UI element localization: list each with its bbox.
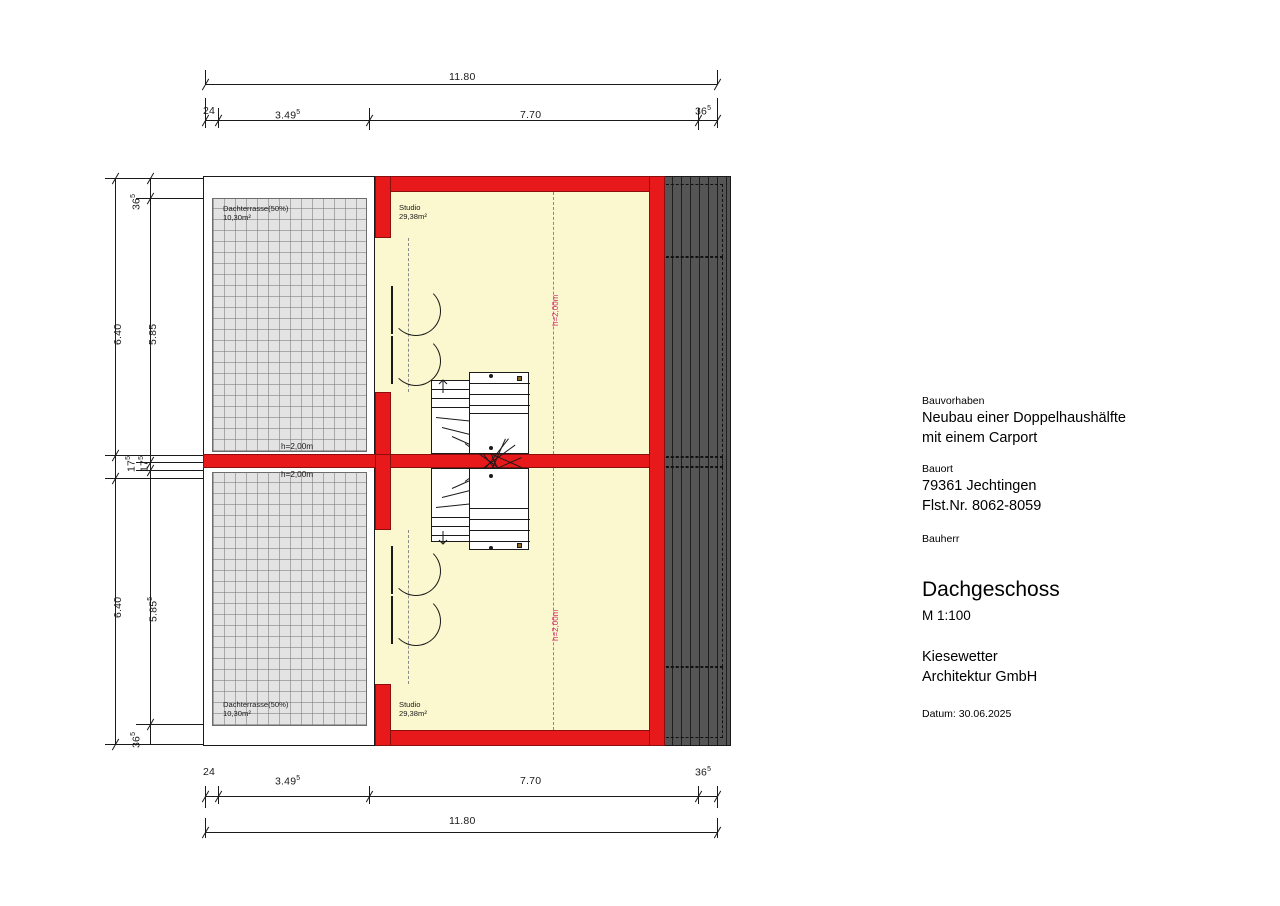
- height-note-1: h=2,00m: [281, 442, 314, 451]
- dim-total-top: 11.80: [449, 71, 476, 83]
- door-swing-arc-bottom-2: [391, 596, 441, 646]
- dim-ext-line: [698, 786, 699, 804]
- wall-left-seg-4: [375, 684, 391, 746]
- location-label: Bauort: [922, 463, 953, 475]
- label-terrace-top: Dachterrasse(50%): [223, 204, 289, 213]
- project-line-1: Neubau einer Doppelhaushälfte: [922, 410, 1126, 426]
- wall-party-middle: [203, 454, 665, 468]
- dim-ext-line: [105, 478, 205, 479]
- office-line-1: Kiesewetter: [922, 649, 998, 665]
- stair-marker-dot: [489, 446, 493, 450]
- wall-bottom: [375, 730, 665, 746]
- client-label: Bauherr: [922, 533, 960, 545]
- dim-left-mid-a: $17^5$: [125, 455, 138, 472]
- label-terrace-top-area: 10,30m²: [223, 213, 251, 222]
- dim-top-left-small: 24: [203, 105, 216, 117]
- dim-ext-line: [105, 178, 205, 179]
- wall-left-seg-3: [375, 454, 391, 530]
- dim-ext-line: [717, 786, 718, 808]
- stair-marker-dot: [489, 474, 493, 478]
- dim-top-left-chain: 3.49$^5$: [275, 109, 301, 122]
- label-studio-top-area: 29,38m²: [399, 212, 427, 221]
- wall-left-seg-1: [375, 176, 391, 238]
- wall-top: [375, 176, 665, 192]
- carport-outline-top: [661, 184, 723, 257]
- height-note-red-top: h=2,00m: [551, 294, 560, 326]
- title-block: [922, 394, 1252, 721]
- dim-ext-line: [218, 786, 219, 804]
- door-swing-arc-bottom: [391, 546, 441, 596]
- dim-bottom-right-chain: 7.70: [520, 775, 542, 787]
- office-line-2: Architektur GmbH: [922, 669, 1038, 685]
- dim-bottom-right-small: $36^5$: [695, 766, 712, 779]
- stair-direction-arrow-bottom: [433, 530, 455, 546]
- carport-outline-upper-mid: [661, 257, 723, 457]
- dim-left-lower-inner: 5.85$^5$: [147, 596, 160, 622]
- dim-ext-line: [717, 70, 718, 84]
- stair-newel-post: [517, 543, 522, 548]
- dim-ext-line: [136, 198, 206, 199]
- stair-newel-post: [517, 376, 522, 381]
- dim-ext-line: [205, 70, 206, 84]
- dim-total-bottom: 11.80: [449, 815, 476, 827]
- dim-ext-line: [369, 786, 370, 804]
- plan-scale: M 1:100: [922, 608, 971, 623]
- label-studio-top: Studio: [399, 203, 421, 212]
- dim-ext-line: [105, 744, 205, 745]
- terrace-bottom: [212, 472, 367, 726]
- dim-ext-line: [218, 108, 219, 128]
- carport-outline-lower-mid: [661, 467, 723, 667]
- plan-title: Dachgeschoss: [922, 578, 1060, 601]
- project-label: Bauvorhaben: [922, 395, 985, 407]
- stair-direction-arrow-top: [433, 378, 455, 394]
- dim-line-total-bottom: [205, 832, 717, 833]
- door-swing-arc-top: [391, 286, 441, 336]
- dim-ext-line: [717, 98, 718, 128]
- label-studio-bottom: Studio: [399, 700, 421, 709]
- dim-bottom-left-chain: 3.49$^5$: [275, 775, 301, 788]
- label-studio-bottom-area: 29,38m²: [399, 709, 427, 718]
- dim-left-top-small: $36^5$: [130, 193, 143, 210]
- dim-ext-line: [717, 818, 718, 838]
- stair-marker-dot: [489, 374, 493, 378]
- height-note-red-bottom: h=2,00m: [551, 609, 560, 641]
- terrace-top: [212, 198, 367, 452]
- dim-left-upper-inner: 5.85: [147, 323, 159, 345]
- label-terrace-bottom-area: 10,30m²: [223, 709, 251, 718]
- dim-line-outer-left: [115, 178, 116, 744]
- carport-outline-mid: [661, 457, 723, 467]
- dim-left-lower-outer: 6.40: [112, 596, 124, 618]
- dim-ext-line: [205, 786, 206, 808]
- dim-ext-line: [205, 818, 206, 838]
- dim-ext-line: [105, 455, 205, 456]
- dim-left-bottom-small: $36^5$: [130, 731, 143, 748]
- label-terrace-bottom: Dachterrasse(50%): [223, 700, 289, 709]
- floor-plan: [203, 176, 731, 746]
- plan-date: Datum: 30.06.2025: [922, 708, 1012, 720]
- dim-left-upper-outer: 6.40: [112, 323, 124, 345]
- dim-top-right-chain: 7.70: [520, 109, 542, 121]
- dash-line-height-bottom: [553, 468, 554, 730]
- wall-right: [649, 176, 665, 746]
- dim-line-chain-bottom: [205, 796, 717, 797]
- dim-line-total-top: [205, 84, 717, 85]
- carport-outline-bottom: [661, 667, 723, 738]
- dim-bottom-left-small: 24: [203, 766, 216, 778]
- location-line-2: Flst.Nr. 8062-8059: [922, 498, 1042, 514]
- dim-ext-line: [369, 108, 370, 130]
- location-line-1: 79361 Jechtingen: [922, 478, 1037, 494]
- dim-left-mid-b: $17^5$: [138, 455, 151, 472]
- stair-bottom-right-flight: [469, 468, 529, 508]
- dim-top-right-small: $36^5$: [695, 105, 712, 118]
- dim-ext-line: [136, 724, 206, 725]
- height-note-2: h=2,00m: [281, 470, 314, 479]
- project-line-2: mit einem Carport: [922, 430, 1038, 446]
- stair-marker-dot: [489, 546, 493, 550]
